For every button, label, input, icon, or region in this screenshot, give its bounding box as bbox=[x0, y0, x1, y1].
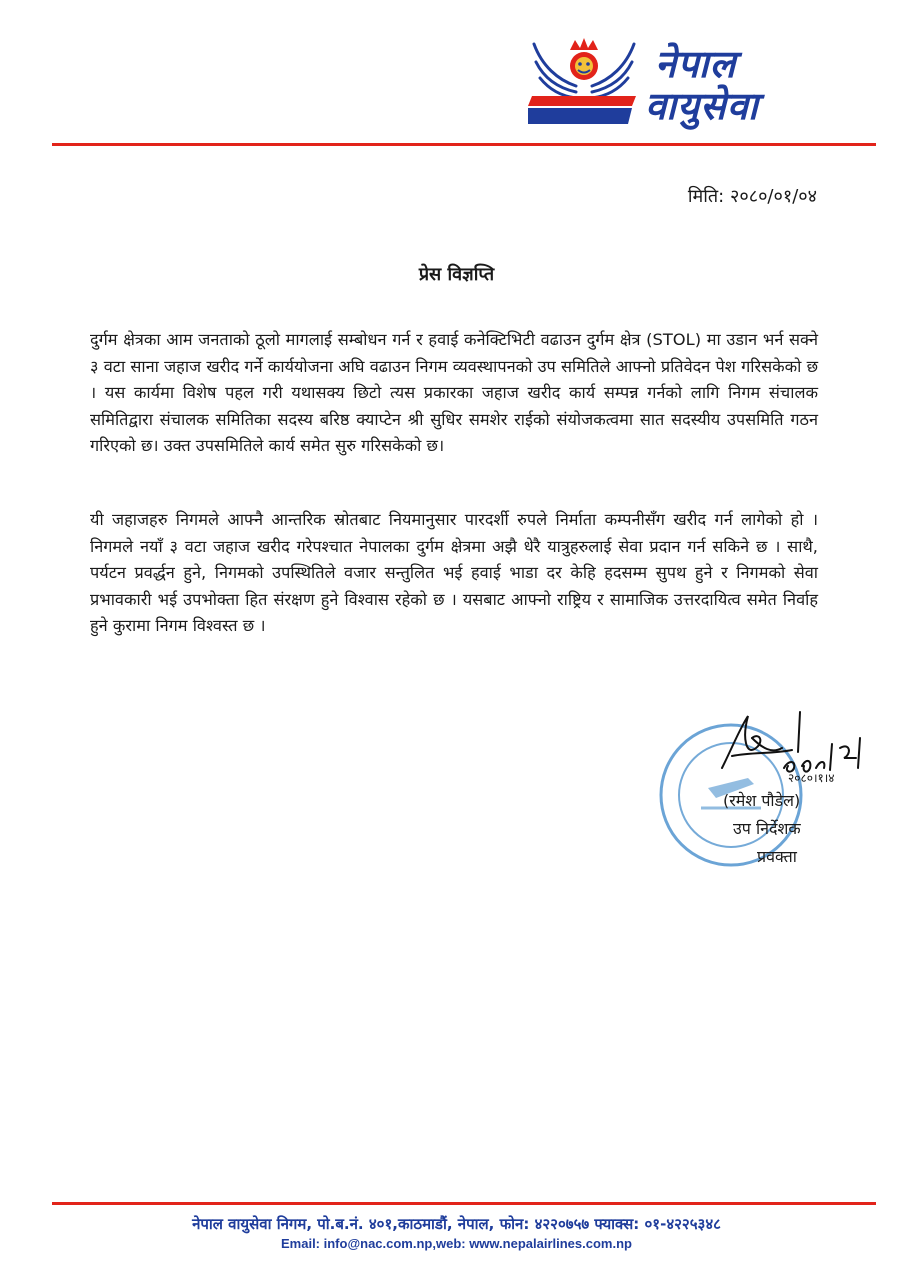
footer-divider bbox=[52, 1202, 876, 1205]
signatory-name: (रमेश पौडेल) bbox=[723, 791, 801, 810]
header-divider bbox=[52, 143, 876, 146]
footer-contact: Email: info@nac.com.np,web: www.nepalairlines.com.np bbox=[281, 1236, 632, 1251]
body-paragraph-1: दुर्गम क्षेत्रका आम जनताको ठूलो मागलाई सम्बोधन गर्न र हवाई कनेक्टिभिटी वढाउन दुर्गम क्षेत्र (STOL) मा उडान भर्न सक्ने ३ वटा साना जहाज खरीद गर्ने कार्ययोजना अघि वढाउन निगम व्यवस्थापनको उप समितिले आफ्नो प्रतिवेदन पेश गरिसकेको छ । यस कार्यमा विशेष पहल गरी यथासक्य छिटो त्यस प्रकारका जहाज खरीद कार्य सम्पन्न गर्नको लागि निगम संचालक समितिद्वारा संचालक समितिका सदस्य बरिष्ठ क्याप्टेन श्री सुधिर समशेर राईको संयोजकत्वमा सात सदस्यीय उपसमिति गठन गरिएको छ। उक्त उपसमितिले कार्य समेत सुरु गरिसकेको छ। bbox=[90, 330, 818, 455]
brand-name-line2: वायुसेवा bbox=[645, 84, 759, 128]
footer-address: नेपाल वायुसेवा निगम, पो.ब.नं. ४०१,काठमाडौं, नेपाल, फोन: ४२२०७५७ फ्याक्स: ०१-४२२५३४८ bbox=[192, 1215, 721, 1233]
winged-emblem-icon bbox=[528, 36, 640, 128]
document-date bbox=[688, 184, 817, 208]
signatory-role: प्रवक्ता bbox=[757, 847, 797, 866]
document-title: प्रेस विज्ञप्ति bbox=[418, 264, 495, 285]
handwritten-date: २०८०।१।४ bbox=[788, 771, 835, 785]
brand-name-line1: नेपाल bbox=[655, 42, 737, 86]
signatory-title: उप निर्देशक bbox=[733, 819, 801, 838]
date-label: मिति: bbox=[687, 186, 725, 207]
date-value: २०८०/०१/०४ bbox=[729, 186, 817, 207]
body-paragraph-2: यी जहाजहरु निगमले आफ्नै आन्तरिक स्रोतबाट नियमानुसार पारदर्शी रुपले निर्माता कम्पनीसँग खरीद गर्न लागेको हो । निगमले नयाँ ३ वटा जहाज खरीद गरेपश्चात नेपालका दुर्गम क्षेत्रमा अझै धेरै यात्रुहरुलाई सेवा प्रदान गर्न सकिने छ । साथै, पर्यटन प्रवर्द्धन हुने, निगमको उपस्थितिले वजार सन्तुलित भई हवाई भाडा दर केहि हदसम्म सुपथ हुने र निगमको सेवा प्रभावकारी भई उपभोक्ता हित संरक्षण हुने विश्वास रहेको छ । यसबाट आफ्नो राष्ट्रिय र सामाजिक उत्तरदायित्व समेत निर्वाह हुने कुरामा निगम विश्वस्त छ । bbox=[90, 510, 818, 635]
handwritten-signature bbox=[712, 708, 872, 790]
